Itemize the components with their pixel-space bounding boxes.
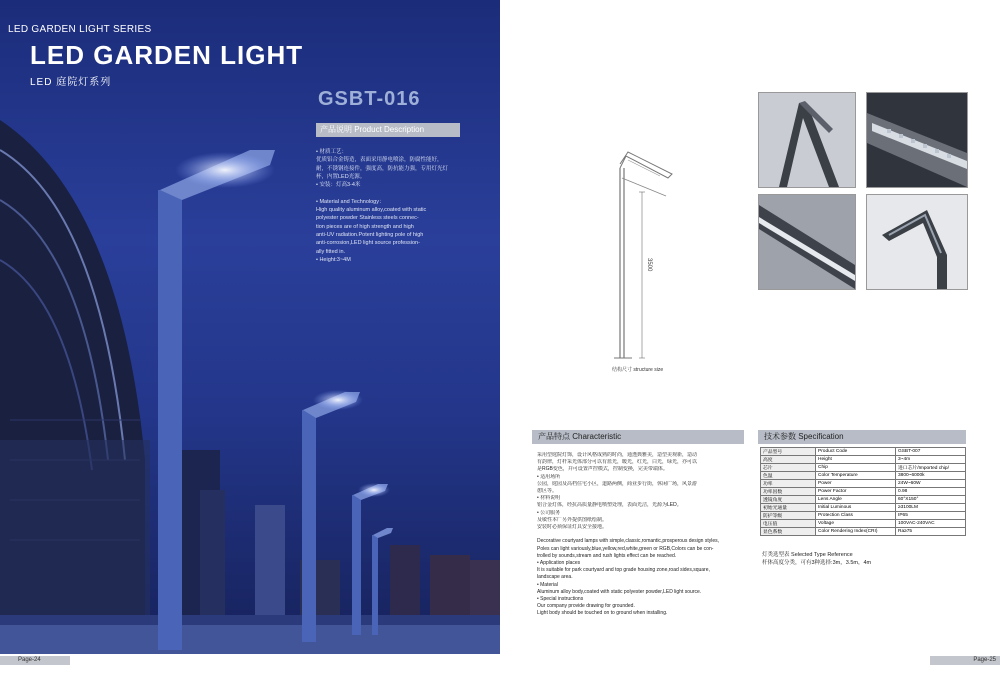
spec-cell: Chip xyxy=(816,464,896,472)
spec-cell: Lens Angle xyxy=(816,496,896,504)
desc-line: • 材质工艺： xyxy=(316,149,347,155)
desc-line: anti-corrosion,LED light source profession- xyxy=(316,240,420,247)
spec-row xyxy=(761,480,966,488)
char-line: 憩区等。 xyxy=(537,488,558,495)
desc-line: ally fitted in. xyxy=(316,248,346,255)
spec-cell: 24W~60W xyxy=(896,480,966,488)
desc-line: • Material and Technology： xyxy=(316,198,385,205)
spec-cell: Color Rendering Index(CRI) xyxy=(816,528,896,536)
spec-cell: 功率 xyxy=(761,480,816,488)
spec-cell: IP65 xyxy=(896,512,966,520)
characteristic-heading: 产品特点 Characteristic xyxy=(532,430,744,444)
type-reference-line: 杆体高度分类，可有3种选择:3m，3.5m，4m xyxy=(762,560,872,566)
spec-row xyxy=(761,496,966,504)
spec-cell: Power xyxy=(816,480,896,488)
spec-cell: 透镜角度 xyxy=(761,496,816,504)
spec-cell: 防护等级 xyxy=(761,512,816,520)
spec-cell: 显色系数 xyxy=(761,528,816,536)
char-line: 安装时必须保证灯具安全接地。 xyxy=(537,524,608,531)
spec-cell: 初始光通量 xyxy=(761,504,816,512)
spec-row xyxy=(761,528,966,536)
page-number-left: Page-24 xyxy=(0,656,70,665)
spec-cell: 功率因数 xyxy=(761,488,816,496)
char-line: 有韵律，灯杆采光体部分可以有蓝光，暖光，红光，白光，绿光，亦可以 xyxy=(537,459,698,466)
page-footer-left xyxy=(0,654,500,684)
desc-line: • Height:3~4M xyxy=(316,256,351,263)
char-line: Poles can light variously,blue,yellow,red,white,green or RGB,Colors can be con- xyxy=(537,545,714,552)
char-line: Aluminum alloy body,coated with static polyester powder,LED light source. xyxy=(537,588,702,595)
spec-cell: 进口芯片/Imported chip/ xyxy=(896,464,966,472)
spec-cell: 3800~6000k xyxy=(896,472,966,480)
page-number-right: Page-25 xyxy=(930,656,1000,665)
char-line: Decorative courtyard lamps with simple,classic,romantic,prosperous design styles, xyxy=(537,538,720,545)
char-line: landscape area. xyxy=(537,574,573,581)
type-reference xyxy=(762,551,871,567)
char-line: 及敏性本厂另外提供图纸绘制。 xyxy=(537,516,608,523)
spec-cell: Product Code xyxy=(816,448,896,456)
spec-cell: 电压值 xyxy=(761,520,816,528)
series-label: LED GARDEN LIGHT SERIES xyxy=(8,24,152,35)
char-line: 公园，庭园及高档住宅小区，道路两侧，商业步行街，休闲广场，风景游 xyxy=(537,480,698,487)
spec-row xyxy=(761,512,966,520)
char-line: • Application places xyxy=(537,560,581,567)
desc-line: anti-UV radiation.Potent lighting pole of high xyxy=(316,231,424,238)
dimension-label: 3500 xyxy=(646,258,652,272)
char-line: • 适用场所 xyxy=(537,473,561,480)
product-description xyxy=(316,148,466,264)
spec-row xyxy=(761,504,966,512)
detail-photo-3 xyxy=(758,194,856,290)
char-line: 铝合金灯体，经抗高质量静电喷塑处理，表面光洁，光源为LED。 xyxy=(537,502,682,509)
spec-row xyxy=(761,472,966,480)
desc-line: polyester powder Stainless steels connec- xyxy=(316,215,419,222)
char-line: • Material xyxy=(537,581,558,588)
desc-line: 耐，不锈钢连接件，强度高，防抗能力强，专用灯光灯 xyxy=(316,165,449,172)
specification-heading: 技术参数 Specification xyxy=(758,430,966,444)
spec-cell: ≥3100LM xyxy=(896,504,966,512)
characteristic-text xyxy=(537,452,747,618)
model-number: GSBT-016 xyxy=(318,88,421,110)
char-line: 是RGB变色，并可设置声控模式，控制变换，完美带端体。 xyxy=(537,466,668,473)
detail-photo-2 xyxy=(866,92,968,188)
page-title: LED GARDEN LIGHT xyxy=(30,40,304,70)
spec-cell: 3~4m xyxy=(896,456,966,464)
spec-cell: Height xyxy=(816,456,896,464)
char-line: Light body should be touched on to ground when installing. xyxy=(537,610,668,617)
type-reference-title: 灯类选型表 Selected Type Reference xyxy=(762,552,853,558)
page-subtitle: LED 庭院灯系列 xyxy=(30,77,112,88)
char-line: • 公司服务 xyxy=(537,509,561,516)
desc-line xyxy=(316,189,466,197)
spec-cell: 产品型号 xyxy=(761,448,816,456)
spec-cell: 100VAC-240VAC xyxy=(896,520,966,528)
char-line: 采用型庭院灯饰，设计风格成熟的时尚，通透典雅美，造型美观新，造动 xyxy=(537,452,698,458)
spec-cell: Voltage xyxy=(816,520,896,528)
char-line: It is suitable for park courtyard and top grade housing zone,road sides,square, xyxy=(537,567,710,574)
spec-cell: 色温 xyxy=(761,472,816,480)
spec-row xyxy=(761,520,966,528)
spec-cell: Power Factor xyxy=(816,488,896,496)
detail-photo-4 xyxy=(866,194,968,290)
spec-row xyxy=(761,488,966,496)
char-line: • 材料说明 xyxy=(537,495,561,502)
description-heading: 产品说明 Product Description xyxy=(316,123,460,137)
spec-cell: Color Temperature xyxy=(816,472,896,480)
spec-cell: Initial Luminous xyxy=(816,504,896,512)
structure-caption: 结构尺寸 structure size xyxy=(612,367,664,373)
spec-cell: 高度 xyxy=(761,456,816,464)
desc-line: 优质铝合金铸造，表面采用静电喷涂，防腐性能好， xyxy=(316,157,443,164)
char-line xyxy=(537,531,747,538)
char-line: Our company provide drawing for grounded. xyxy=(537,603,635,610)
specification-table xyxy=(760,447,966,536)
spec-row xyxy=(761,448,966,456)
spec-cell: 芯片 xyxy=(761,464,816,472)
desc-line: 杯，内置LED光源。 xyxy=(316,173,366,180)
spec-cell: 60°X150° xyxy=(896,496,966,504)
desc-line: High quality aluminum alloy,coated with static xyxy=(316,207,427,214)
char-line: trolled by sounds,stream and rush lights effect can be reached. xyxy=(537,552,677,559)
spec-cell: Protection Class xyxy=(816,512,896,520)
desc-line: • 安装：灯高3-4米 xyxy=(316,182,361,189)
detail-photo-1 xyxy=(758,92,856,188)
spec-cell: Ra≥75 xyxy=(896,528,966,536)
structure-drawing xyxy=(606,148,686,398)
spec-row xyxy=(761,456,966,464)
desc-line: tion pieces are of high strength and high xyxy=(316,223,414,230)
char-line: • Special instructions xyxy=(537,596,584,603)
spec-cell: GSBT-007 xyxy=(896,448,966,456)
spec-row xyxy=(761,464,966,472)
spec-cell: 0.98 xyxy=(896,488,966,496)
